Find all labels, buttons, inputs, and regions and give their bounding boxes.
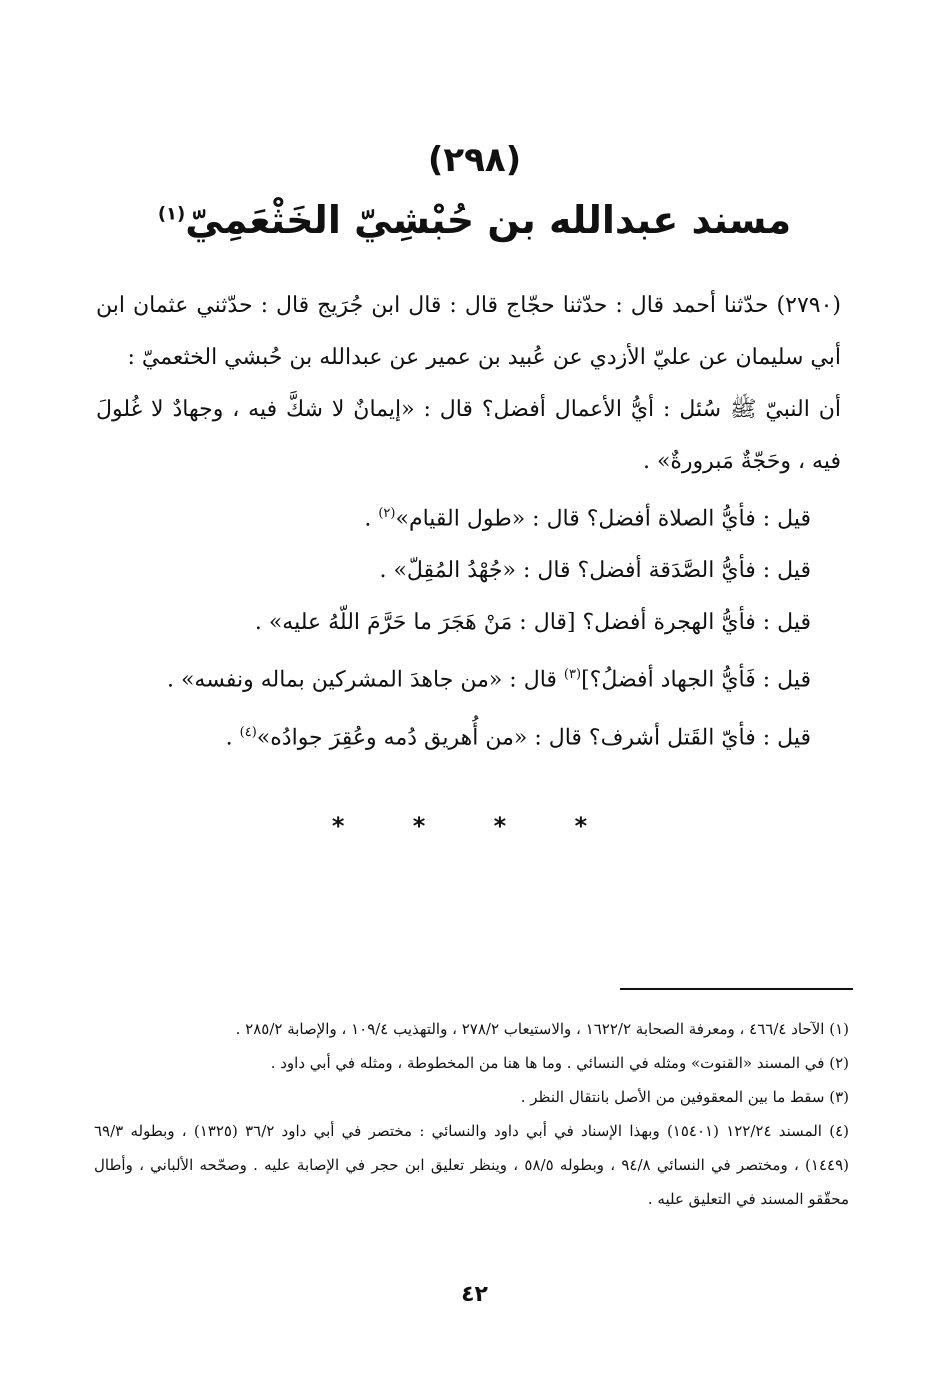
chapter-title-text: مسند عبدالله بن حُبْشِيّ الخَثْعَمِيّ (185, 198, 792, 242)
page-number: ٤٢ (461, 1282, 488, 1307)
question-line-3: قيل : فأيُّ الهجرة أفضل؟ [قال : مَنْ هَجَرَ ما حَرَّمَ اللّهُ عليه» . (254, 610, 811, 636)
question-text-end: قال : «من جاهدَ المشركين بماله ونفسه» . (166, 667, 564, 693)
footnote-2: (٢) في المسند «القنوت» ومثله في النسائي . وما ها هنا من المخطوطة ، ومثله في أبي داود . (270, 1054, 849, 1072)
footnote-marker: (٣) (563, 667, 582, 683)
question-text: قيل : فأيّ القَتل أشرف؟ قال : «من أُهريق دُمه وعُقِرَ جوادُه» (256, 724, 811, 750)
section-separator: * * * * (331, 812, 618, 840)
hadith-matn: أن النبيّ ﷺ سُئل : أيُّ الأعمال أفضل؟ قال : «إيمانٌ لا شكَّ فيه ، وجهادٌ لا غُلولَ فيه ، وحَجّةٌ مَبرورةٌ» . (96, 397, 841, 474)
question-line-4 (96, 649, 841, 706)
footnotes (94, 1012, 849, 1216)
footnote-1: (١) الآحاد ٤٦٦/٤ ، ومعرفة الصحابة ١٦٢٢/٢ ، والاستيعاب ٢٧٨/٢ ، والتهذيب ١٠٩/٤ ، والإصابة ٢٨٥/٢ . (235, 1020, 849, 1038)
hadith-body (96, 280, 841, 764)
section-number: (٢٩٨) (427, 140, 522, 180)
footnote-3: (٣) سقط ما بين المعقوفين من الأصل بانتقال النظر . (520, 1088, 849, 1106)
title-footnote-marker: (١) (157, 203, 186, 225)
question-text-end: . (364, 506, 379, 532)
question-text: قيل : فأيُّ الصلاة أفضل؟ قال : «طول القيام» (395, 506, 811, 532)
question-text-end: . (225, 724, 240, 750)
footnote-marker: (٤) (239, 724, 257, 740)
footnote-4: (٤) المسند ١٢٢/٢٤ (١٥٤٠١) وبهذا الإسناد في أبي داود والنسائي : مختصر في أبي داود ٣٦/٢ (١٣٢٥) ، وبطوله ٦٩/٣ (١٤٤٩) ، ومختصر في النسائي ٩٤/٨ ، وبطوله ٥٨/٥ ، وينظر تعليق ابن حجر في الإصابة عليه . وصحّحه الألباني ، وأطال محقّقو المسند في التعليق عليه . (94, 1122, 850, 1208)
chapter-title (0, 198, 949, 242)
question-line-1 (96, 488, 841, 545)
question-line-2: قيل : فأيُّ الصَّدَقة أفضل؟ قال : «جُهْدُ المُقِلّ» . (379, 558, 811, 584)
footnote-marker: (٢) (378, 506, 396, 521)
question-text: قيل : فَأيُّ الجهاد أفضلُ؟] (581, 667, 811, 693)
footnote-divider (620, 988, 853, 990)
question-line-5 (96, 707, 841, 764)
hadith-isnad: (٢٧٩٠) حدّثنا أحمد قال : حدّثنا حجّاج قال : قال ابن جُرَيج قال : حدّثني عثمان ابن أبي سليمان عن عليّ الأزدي عن عُبيد بن عمير عن عبدالله بن حُبشي الخثعميّ : (96, 293, 841, 370)
